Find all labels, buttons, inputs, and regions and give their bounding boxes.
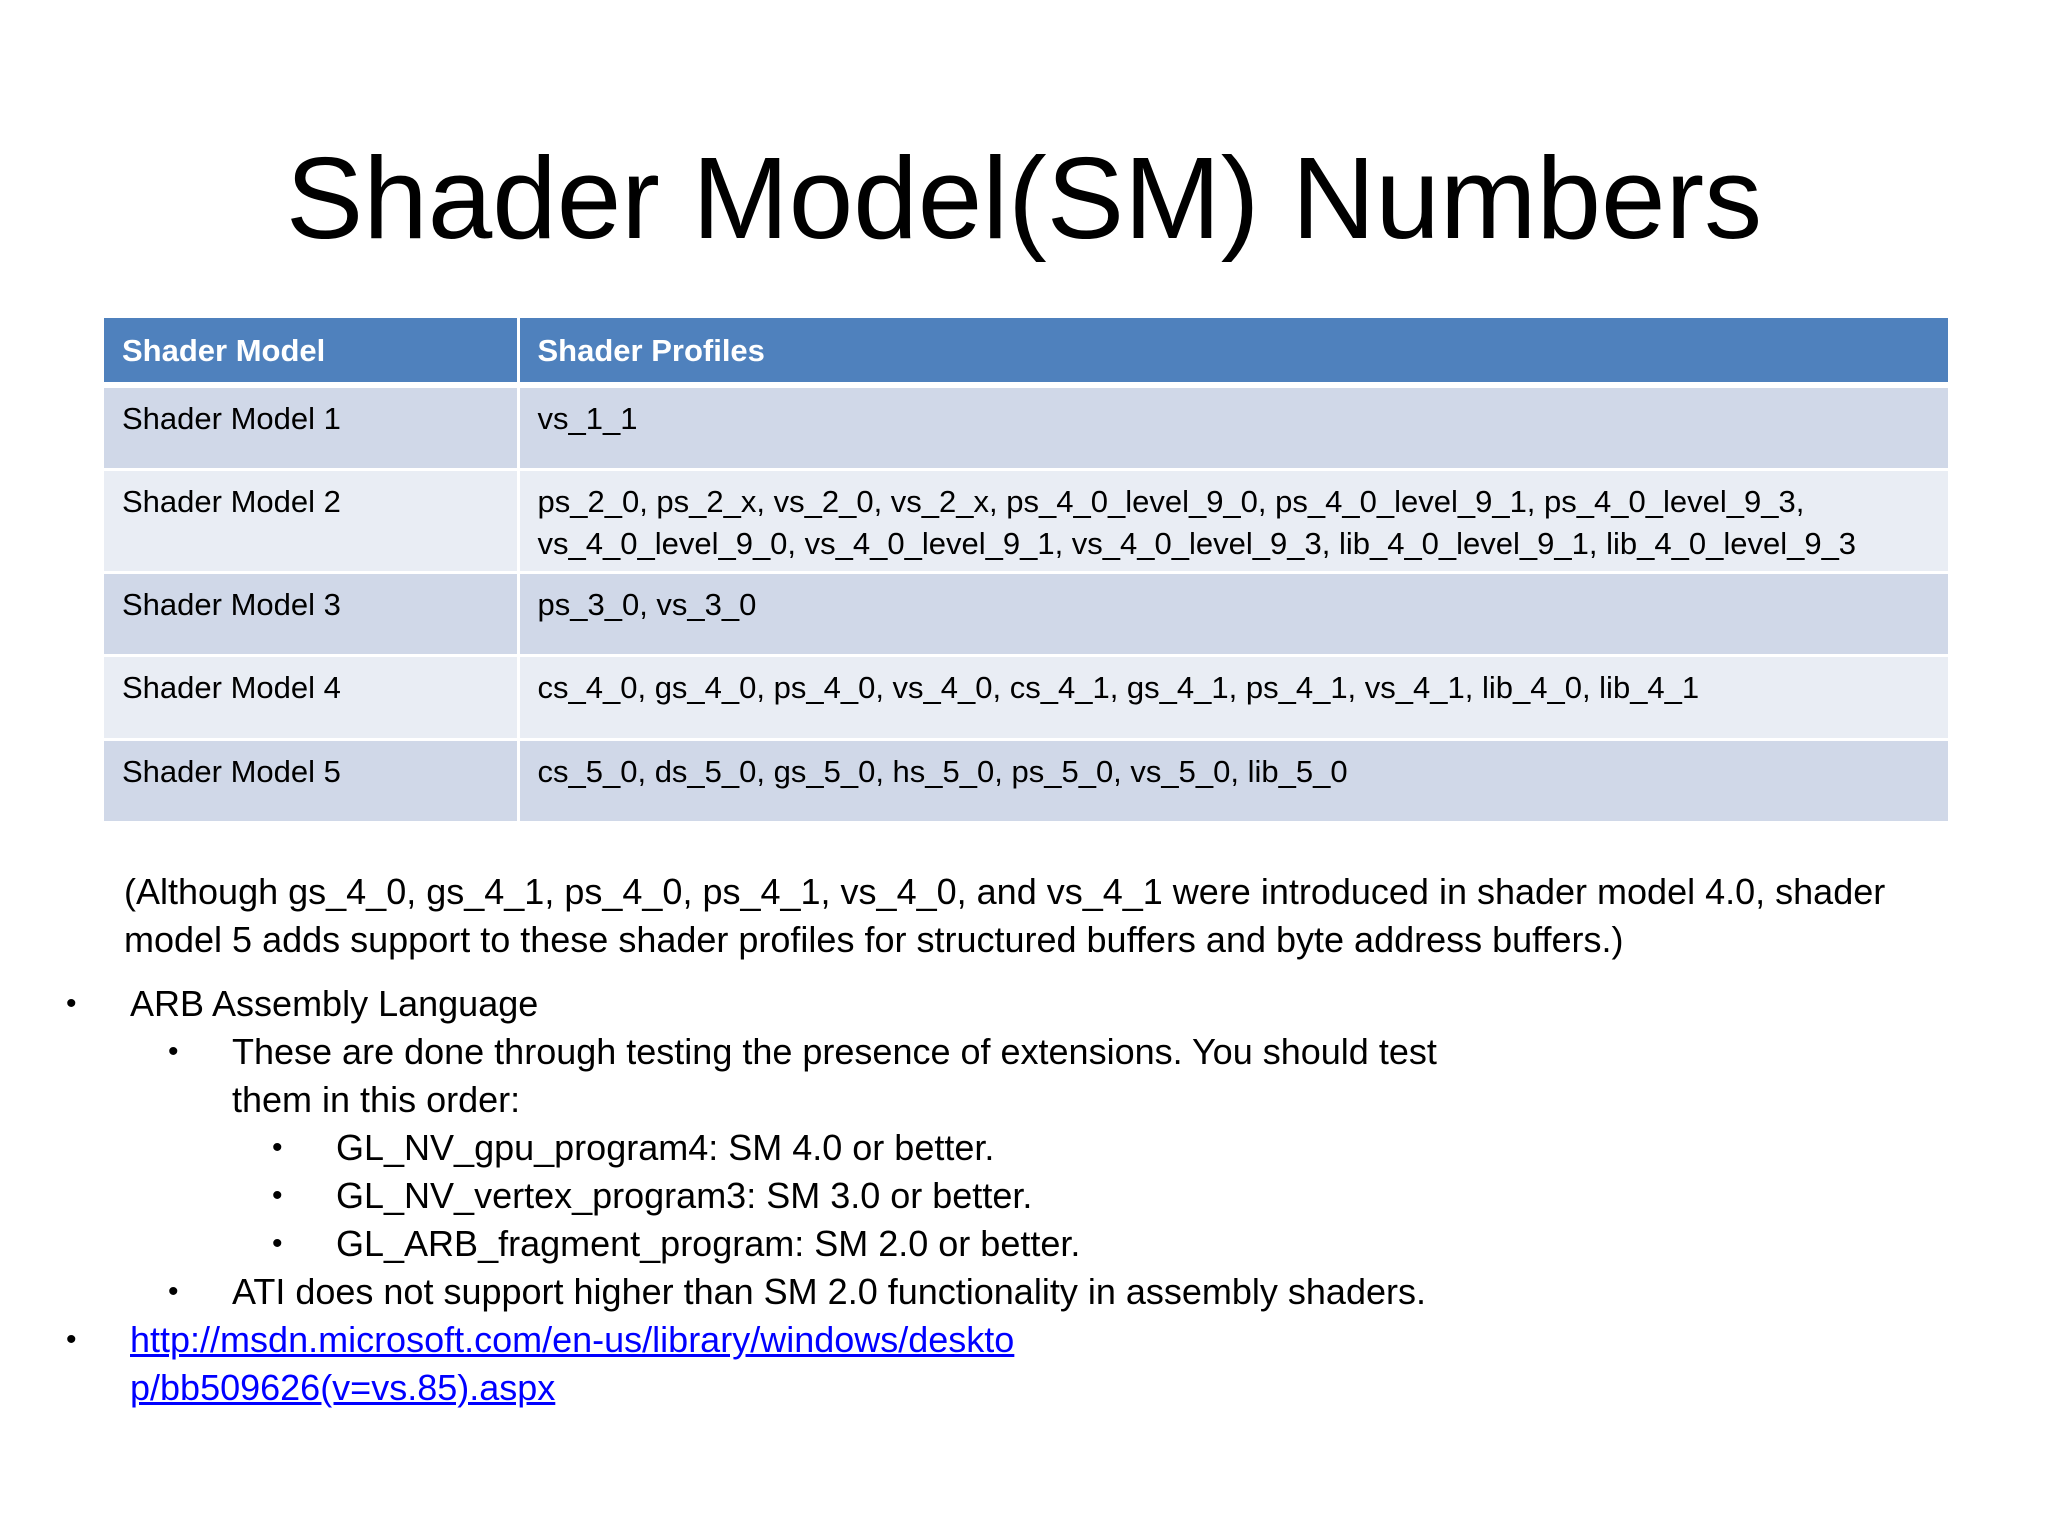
shader-model-cell: Shader Model 3 [104,572,518,655]
table-note: (Although gs_4_0, gs_4_1, ps_4_0, ps_4_1, vs_4_0, and vs_4_1 were introduced in shader model 4.0, shader model 5 adds support to these shader profiles for structured buffers and byte address buffers.) [124,871,1886,960]
list-item [0,1028,1472,1124]
bullet-icon: • [168,1275,179,1308]
table-row [104,572,1948,655]
bullet-icon: • [66,987,77,1020]
list-item [0,1124,2048,1172]
column-header-shader-profiles: Shader Profiles [518,318,1948,385]
msdn-link[interactable]: http://msdn.microsoft.com/en-us/library/windows/desktop/bb509626(v=vs.85).aspx [130,1319,1015,1408]
bullet-text-ext-vertex-program3: GL_NV_vertex_program3: SM 3.0 or better. [336,1175,1033,1216]
shader-profiles-cell: ps_3_0, vs_3_0 [518,572,1948,655]
list-item [0,980,2048,1028]
shader-profiles-cell: vs_1_1 [518,385,1948,469]
table-row [104,655,1948,739]
bullet-text-ext-gpu-program4: GL_NV_gpu_program4: SM 4.0 or better. [336,1127,995,1168]
bullet-text-arb: ARB Assembly Language [130,983,539,1024]
bullet-icon: • [272,1131,283,1164]
shader-model-table [104,318,1948,824]
slide-title: Shader Model(SM) Numbers [285,133,1763,263]
column-header-shader-model: Shader Model [104,318,518,385]
shader-model-cell: Shader Model 4 [104,655,518,739]
bullet-icon: • [66,1323,77,1356]
bullet-icon: • [168,1035,179,1068]
shader-profiles-cell: ps_2_0, ps_2_x, vs_2_0, vs_2_x, ps_4_0_level_9_0, ps_4_0_level_9_1, ps_4_0_level_9_3, vs_4_0_level_9_0, vs_4_0_level_9_1, vs_4_0_level_9_3, lib_4_0_level_9_1, lib_4_0_level_9_3 [518,469,1948,572]
bullet-text-ati: ATI does not support higher than SM 2.0 functionality in assembly shaders. [232,1271,1426,1312]
bullet-list [0,980,2048,1412]
list-item [0,1316,2048,1412]
shader-profiles-cell: cs_4_0, gs_4_0, ps_4_0, vs_4_0, cs_4_1, gs_4_1, ps_4_1, vs_4_1, lib_4_0, lib_4_1 [518,655,1948,739]
bullet-text-ext-fragment-program: GL_ARB_fragment_program: SM 2.0 or better. [336,1223,1081,1264]
table-row [104,739,1948,822]
table-header-row [104,318,1948,385]
shader-profiles-cell: cs_5_0, ds_5_0, gs_5_0, hs_5_0, ps_5_0, vs_5_0, lib_5_0 [518,739,1948,822]
list-item [0,1268,1472,1316]
bullet-text-testing: These are done through testing the presence of extensions. You should test them in this order: [232,1031,1437,1120]
bullet-icon: • [272,1227,283,1260]
table-row [104,385,1948,469]
shader-model-cell: Shader Model 1 [104,385,518,469]
list-item [0,1220,2048,1268]
shader-model-cell: Shader Model 2 [104,469,518,572]
bullet-icon: • [272,1179,283,1212]
table-row [104,469,1948,572]
shader-model-cell: Shader Model 5 [104,739,518,822]
list-item [0,1172,2048,1220]
